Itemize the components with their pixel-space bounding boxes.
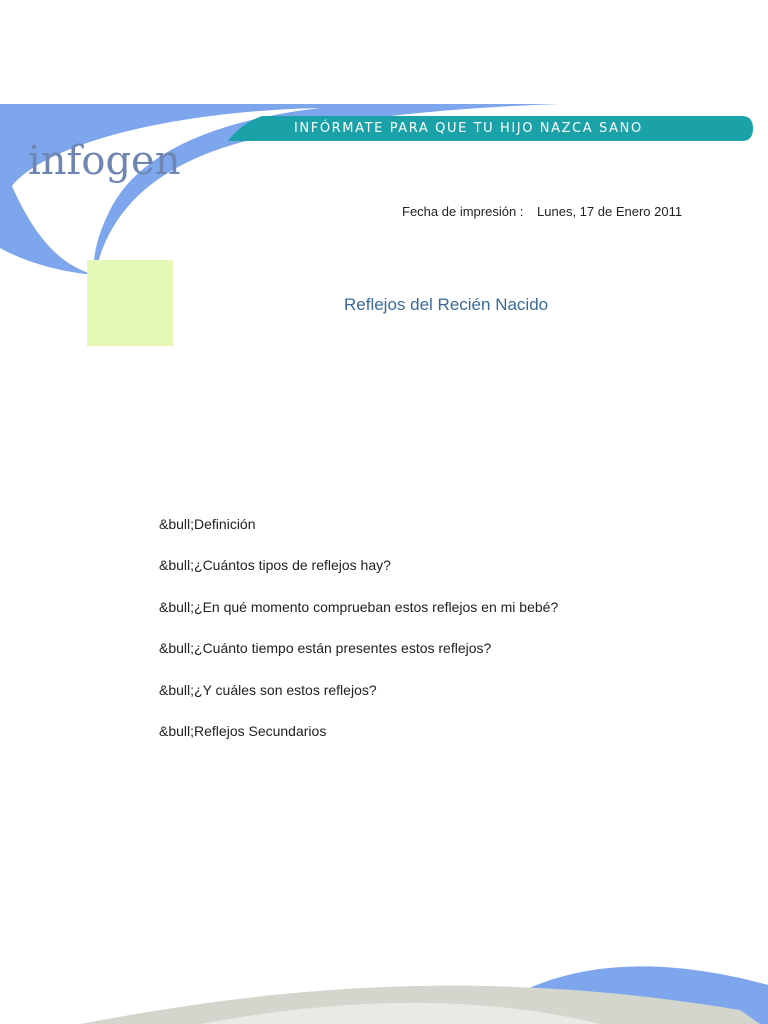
header-tagline: INFÓRMATE PARA QUE TU HIJO NAZCA SANO [294, 121, 643, 136]
print-date-label: Fecha de impresión : [402, 204, 524, 219]
toc-item-definicion[interactable]: &bull;Definición [159, 516, 256, 532]
table-of-contents [159, 514, 558, 762]
print-date [402, 204, 682, 219]
svg-text:infogen: infogen [28, 138, 181, 184]
document-title: Reflejos del Recién Nacido [344, 295, 549, 314]
infogen-logo [28, 122, 193, 202]
toc-item-tiempo[interactable]: &bull;¿Cuánto tiempo están presentes estos reflejos? [159, 640, 492, 657]
toc-item-tipos[interactable]: &bull;¿Cuántos tipos de reflejos hay? [159, 557, 391, 574]
article-thumbnail [87, 260, 173, 346]
toc-item-cuales[interactable]: &bull;¿Y cuáles son estos reflejos? [159, 681, 377, 698]
toc-item-momento[interactable]: &bull;¿En qué momento comprueban estos reflejos en mi bebé? [159, 598, 559, 615]
print-date-value: Lunes, 17 de Enero 2011 [537, 204, 683, 219]
toc-item-secundarios[interactable]: &bull;Reflejos Secundarios [159, 722, 327, 739]
